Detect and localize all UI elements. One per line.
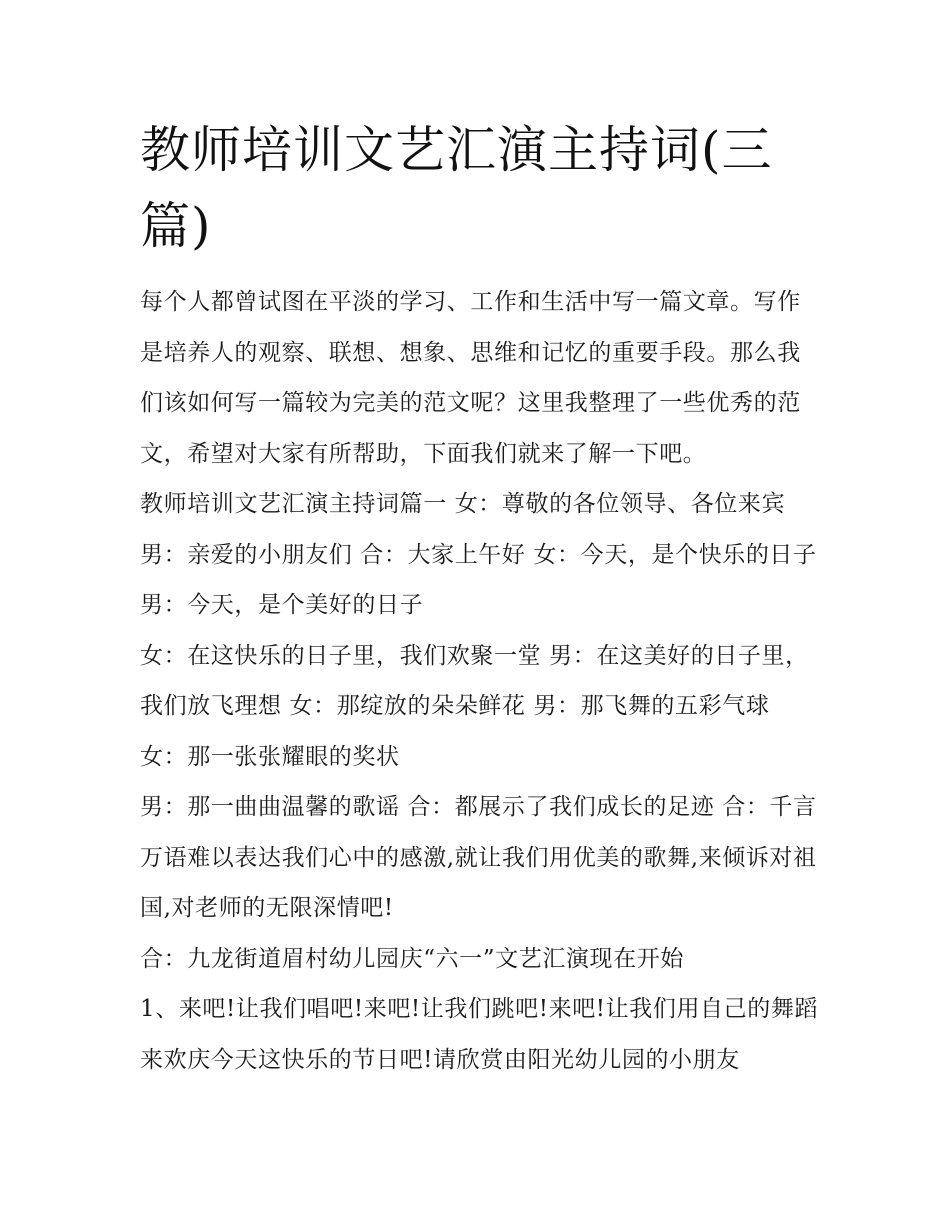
paragraph-intro: 每个人都曾试图在平淡的学习、工作和生活中写一篇文章。写作是培养人的观察、联想、想象、思维和记忆的重要手段。那么我们该如何写一篇较为完美的范文呢？这里我整理了一些优秀的范文，希望对大家有所帮助，下面我们就来了解一下吧。 [140,289,801,467]
paragraph-script-gratitude: 男：那一曲曲温馨的歌谣 合：都展示了我们成长的足迹 合：千言万语难以表达我们心中的感激,就让我们用优美的歌舞,来倾诉对祖国,对老师的无限深情吧! [140,794,817,921]
paragraph-script-gathering: 女：在这快乐的日子里，我们欢聚一堂 男：在这美好的日子里，我们放飞理想 女：那绽放的朵朵鲜花 男：那飞舞的五彩气球 女：那一张张耀眼的奖状 [140,642,809,770]
document-title: 教师培训文艺汇演主持词(三篇) [140,121,773,255]
paragraph-script-opening: 教师培训文艺汇演主持词篇一 女：尊敬的各位领导、各位来宾 男：亲爱的小朋友们 合：大家上午好 女：今天，是个快乐的日子 男：今天，是个美好的日子 [140,491,817,618]
document-body [140,277,820,1085]
paragraph-script-start: 合：九龙街道眉村幼儿园庆“六一”文艺汇演现在开始 [140,945,684,972]
paragraph-program-1: 1、来吧!让我们唱吧!来吧!让我们跳吧!来吧!让我们用自己的舞蹈来欢庆今天这快乐的节日吧!请欣赏由阳光幼儿园的小朋友 [140,996,819,1073]
